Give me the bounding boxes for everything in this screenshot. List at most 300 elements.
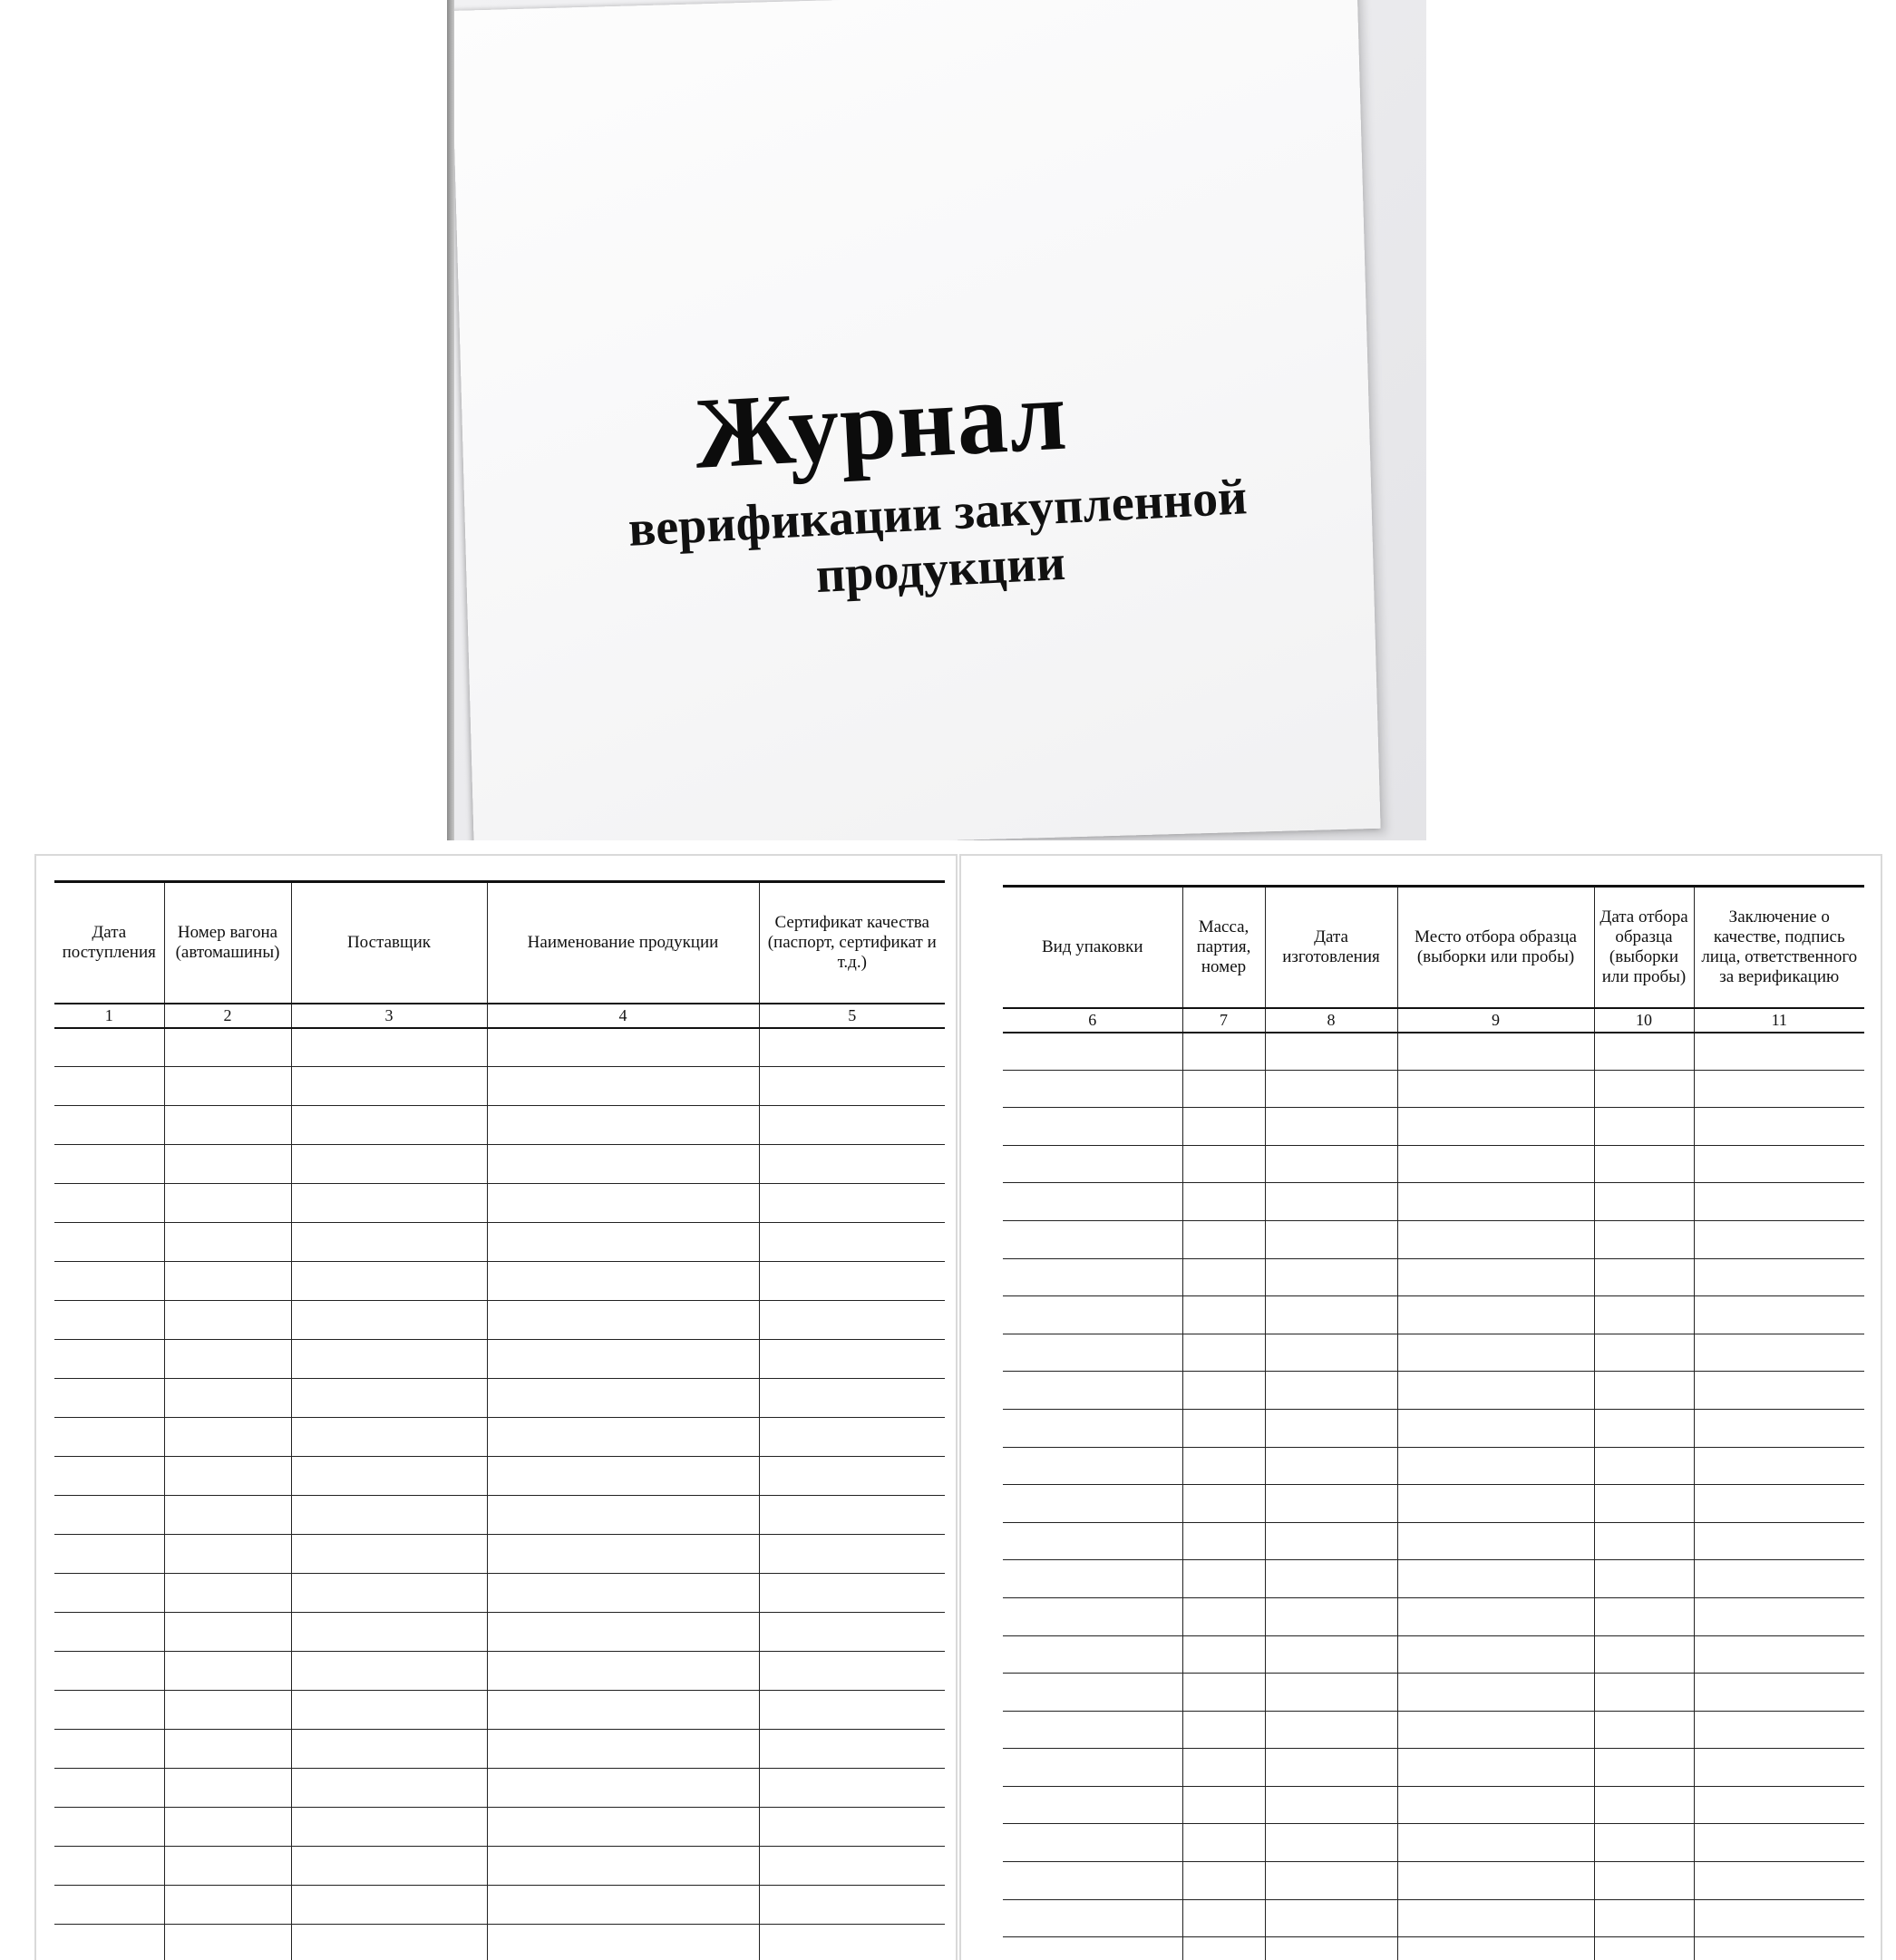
table-cell [291, 1652, 487, 1691]
cover-photo [447, 0, 1426, 840]
column-number: 9 [1397, 1008, 1594, 1033]
table-cell [1265, 1711, 1397, 1749]
table-cell [164, 1769, 291, 1808]
table-cell [487, 1106, 759, 1145]
table-cell [1003, 1183, 1182, 1221]
table-cell [291, 1067, 487, 1106]
table-cell [1182, 1372, 1265, 1410]
table-cell [1265, 1033, 1397, 1071]
table-cell [1694, 1296, 1864, 1334]
table-row [1003, 1220, 1864, 1258]
column-number: 6 [1003, 1008, 1182, 1033]
column-header-manufacture-date: Дата изготовления [1265, 887, 1397, 1008]
table-cell [1265, 1108, 1397, 1146]
table-cell [1397, 1824, 1594, 1862]
table-cell [759, 1223, 945, 1262]
table-cell [1003, 1220, 1182, 1258]
column-number: 1 [54, 1004, 164, 1028]
table-cell [759, 1145, 945, 1184]
table-cell [1265, 1372, 1397, 1410]
table-cell [1265, 1183, 1397, 1221]
table-row [54, 1769, 945, 1808]
table-cell [487, 1925, 759, 1960]
table-cell [1182, 1033, 1265, 1071]
table-cell [1265, 1258, 1397, 1296]
table-cell [1694, 1220, 1864, 1258]
table-cell [487, 1613, 759, 1652]
table-cell [164, 1613, 291, 1652]
table-cell [1694, 1862, 1864, 1900]
table-cell [1594, 1070, 1694, 1108]
table-row [1003, 1560, 1864, 1598]
column-number: 3 [291, 1004, 487, 1028]
table-cell [1594, 1786, 1694, 1824]
table-cell [1594, 1711, 1694, 1749]
table-cell [54, 1262, 164, 1301]
table-cell [759, 1301, 945, 1340]
table-cell [487, 1262, 759, 1301]
cover-subtitle: верификации закупленной продукции [627, 469, 1249, 605]
table-cell [1694, 1409, 1864, 1447]
table-cell [1265, 1937, 1397, 1960]
table-cell [291, 1574, 487, 1613]
table-cell [759, 1886, 945, 1925]
table-row [54, 1535, 945, 1574]
table-cell [164, 1106, 291, 1145]
table-cell [1003, 1522, 1182, 1560]
table-cell [1003, 1070, 1182, 1108]
table-cell [164, 1535, 291, 1574]
table-cell [291, 1925, 487, 1960]
table-cell [291, 1340, 487, 1379]
table-cell [1694, 1033, 1864, 1071]
table-cell [54, 1223, 164, 1262]
table-cell [1003, 1674, 1182, 1712]
table-cell [1182, 1220, 1265, 1258]
table-cell [1003, 1597, 1182, 1635]
table-cell [1003, 1296, 1182, 1334]
table-cell [1397, 1183, 1594, 1221]
table-cell [291, 1106, 487, 1145]
column-header-supplier: Поставщик [291, 882, 487, 1004]
table-cell [1594, 1220, 1694, 1258]
table-cell [164, 1574, 291, 1613]
table-cell [54, 1457, 164, 1496]
table-cell [54, 1652, 164, 1691]
table-cell [164, 1301, 291, 1340]
table-row [54, 1886, 945, 1925]
table-cell [54, 1769, 164, 1808]
table-cell [291, 1301, 487, 1340]
journal-page-right [959, 854, 1882, 1960]
table-cell [164, 1847, 291, 1886]
table-cell [1265, 1786, 1397, 1824]
table-cell [1182, 1597, 1265, 1635]
table-cell [1397, 1220, 1594, 1258]
table-cell [1594, 1862, 1694, 1900]
table-cell [1594, 1183, 1694, 1221]
table-cell [291, 1262, 487, 1301]
table-cell [1003, 1108, 1182, 1146]
table-cell [487, 1691, 759, 1730]
table-cell [164, 1457, 291, 1496]
column-header-vehicle-number: Номер вагона (автомашины) [164, 882, 291, 1004]
table-cell [54, 1379, 164, 1418]
table-cell [1265, 1522, 1397, 1560]
table-row [1003, 1108, 1864, 1146]
table-cell [1694, 1711, 1864, 1749]
table-cell [1003, 1334, 1182, 1372]
table-cell [164, 1379, 291, 1418]
column-header-quality-conclusion: Заключение о качестве, подпись лица, ответственного за верификацию [1694, 887, 1864, 1008]
table-cell [1003, 1258, 1182, 1296]
table-cell [1694, 1372, 1864, 1410]
table-row [1003, 1070, 1864, 1108]
table-cell [1694, 1786, 1864, 1824]
table-cell [1265, 1824, 1397, 1862]
table-cell [1182, 1070, 1265, 1108]
table-cell [1003, 1447, 1182, 1485]
table-cell [1397, 1258, 1594, 1296]
table-cell [291, 1886, 487, 1925]
table-cell [1182, 1862, 1265, 1900]
table-row [1003, 1145, 1864, 1183]
table-cell [1397, 1635, 1594, 1674]
table-cell [1003, 1033, 1182, 1071]
table-cell [487, 1301, 759, 1340]
column-header-sampling-date: Дата отбора образца (выборки или пробы) [1594, 887, 1694, 1008]
table-cell [164, 1262, 291, 1301]
table-cell [291, 1145, 487, 1184]
table-cell [1694, 1145, 1864, 1183]
column-number: 10 [1594, 1008, 1694, 1033]
table-cell [759, 1028, 945, 1067]
table-cell [1003, 1786, 1182, 1824]
table-cell [164, 1691, 291, 1730]
table-cell [54, 1574, 164, 1613]
table-cell [1397, 1409, 1594, 1447]
table-row [1003, 1033, 1864, 1071]
table-cell [487, 1730, 759, 1769]
table-cell [759, 1691, 945, 1730]
table-cell [164, 1028, 291, 1067]
table-cell [291, 1808, 487, 1847]
table-cell [1594, 1749, 1694, 1787]
table-row [1003, 1937, 1864, 1960]
table-row [54, 1340, 945, 1379]
table-cell [54, 1535, 164, 1574]
table-cell [759, 1067, 945, 1106]
table-cell [1182, 1145, 1265, 1183]
table-cell [1182, 1447, 1265, 1485]
table-cell [1594, 1674, 1694, 1712]
table-row [1003, 1786, 1864, 1824]
column-header-mass-batch: Масса, партия, номер [1182, 887, 1265, 1008]
table-row [54, 1457, 945, 1496]
table-cell [1003, 1145, 1182, 1183]
table-row [54, 1223, 945, 1262]
table-cell [1397, 1447, 1594, 1485]
table-cell [759, 1847, 945, 1886]
table-cell [1594, 1258, 1694, 1296]
table-cell [1397, 1070, 1594, 1108]
table-cell [54, 1886, 164, 1925]
column-number: 2 [164, 1004, 291, 1028]
journal-table-left [54, 880, 945, 1960]
table-row [1003, 1749, 1864, 1787]
column-header-packaging-type: Вид упаковки [1003, 887, 1182, 1008]
table-cell [1182, 1786, 1265, 1824]
table-cell [759, 1496, 945, 1535]
table-cell [164, 1418, 291, 1457]
table-cell [1182, 1899, 1265, 1937]
table-cell [487, 1769, 759, 1808]
table-cell [1003, 1560, 1182, 1598]
column-number: 7 [1182, 1008, 1265, 1033]
table-row [1003, 1296, 1864, 1334]
column-number: 4 [487, 1004, 759, 1028]
table-row [54, 1652, 945, 1691]
table-cell [1694, 1674, 1864, 1712]
table-cell [1003, 1409, 1182, 1447]
table-cell [487, 1496, 759, 1535]
table-cell [54, 1496, 164, 1535]
table-cell [1694, 1258, 1864, 1296]
table-cell [54, 1301, 164, 1340]
table-cell [1182, 1258, 1265, 1296]
table-cell [487, 1574, 759, 1613]
table-row [1003, 1824, 1864, 1862]
table-cell [1265, 1145, 1397, 1183]
journal-page-left [34, 854, 958, 1960]
table-cell [1694, 1560, 1864, 1598]
table-cell [164, 1067, 291, 1106]
table-cell [1182, 1674, 1265, 1712]
table-cell [1182, 1108, 1265, 1146]
table-cell [164, 1184, 291, 1223]
table-cell [759, 1730, 945, 1769]
table-cell [1265, 1070, 1397, 1108]
table-row [54, 1496, 945, 1535]
table-cell [759, 1613, 945, 1652]
table-cell [1694, 1635, 1864, 1674]
table-cell [1594, 1560, 1694, 1598]
table-cell [1397, 1296, 1594, 1334]
table-cell [759, 1535, 945, 1574]
table-cell [487, 1886, 759, 1925]
table-cell [1182, 1635, 1265, 1674]
table-cell [1182, 1522, 1265, 1560]
table-cell [487, 1028, 759, 1067]
table-cell [164, 1886, 291, 1925]
table-cell [759, 1925, 945, 1960]
table-cell [1397, 1372, 1594, 1410]
table-cell [759, 1574, 945, 1613]
table-cell [1265, 1296, 1397, 1334]
table-cell [1397, 1597, 1594, 1635]
table-cell [54, 1691, 164, 1730]
table-cell [1182, 1560, 1265, 1598]
table-row [1003, 1183, 1864, 1221]
table-cell [487, 1379, 759, 1418]
table-cell [1694, 1334, 1864, 1372]
table-cell [1265, 1862, 1397, 1900]
table-cell [1182, 1824, 1265, 1862]
table-cell [291, 1184, 487, 1223]
table-cell [1594, 1824, 1694, 1862]
table-cell [1265, 1597, 1397, 1635]
table-cell [1397, 1108, 1594, 1146]
table-cell [1594, 1447, 1694, 1485]
table-cell [1594, 1409, 1694, 1447]
table-cell [291, 1379, 487, 1418]
table-cell [1182, 1183, 1265, 1221]
table-cell [1694, 1824, 1864, 1862]
table-row [1003, 1258, 1864, 1296]
table-cell [1694, 1485, 1864, 1523]
table-cell [54, 1145, 164, 1184]
table-cell [1003, 1824, 1182, 1862]
table-row [54, 1847, 945, 1886]
cover-title: Журнал [692, 358, 1070, 490]
table-cell [1694, 1597, 1864, 1635]
table-cell [54, 1067, 164, 1106]
table-cell [54, 1847, 164, 1886]
table-cell [1397, 1711, 1594, 1749]
table-cell [1182, 1485, 1265, 1523]
table-cell [1265, 1447, 1397, 1485]
column-number: 5 [759, 1004, 945, 1028]
table-cell [1694, 1108, 1864, 1146]
column-header-product-name: Наименование продукции [487, 882, 759, 1004]
table-cell [1594, 1522, 1694, 1560]
table-cell [1182, 1711, 1265, 1749]
table-cell [1594, 1899, 1694, 1937]
table-cell [291, 1028, 487, 1067]
table-cell [291, 1847, 487, 1886]
table-cell [1003, 1749, 1182, 1787]
column-number: 8 [1265, 1008, 1397, 1033]
table-cell [487, 1340, 759, 1379]
table-cell [1003, 1635, 1182, 1674]
table-row [1003, 1635, 1864, 1674]
table-cell [1265, 1899, 1397, 1937]
table-cell [164, 1223, 291, 1262]
table-row [54, 1418, 945, 1457]
table-cell [291, 1769, 487, 1808]
table-cell [759, 1184, 945, 1223]
table-cell [164, 1145, 291, 1184]
table-cell [1003, 1711, 1182, 1749]
table-cell [759, 1106, 945, 1145]
table-row [54, 1106, 945, 1145]
table-cell [759, 1808, 945, 1847]
column-number: 11 [1694, 1008, 1864, 1033]
table-cell [487, 1652, 759, 1691]
cover-edge [447, 0, 454, 840]
table-row [54, 1145, 945, 1184]
table-row [54, 1028, 945, 1067]
table-cell [487, 1457, 759, 1496]
table-cell [54, 1106, 164, 1145]
table-cell [1397, 1937, 1594, 1960]
table-cell [1003, 1862, 1182, 1900]
table-cell [487, 1067, 759, 1106]
table-cell [1397, 1674, 1594, 1712]
journal-rows-left [54, 1028, 945, 1960]
table-cell [54, 1418, 164, 1457]
table-cell [54, 1184, 164, 1223]
table-cell [487, 1808, 759, 1847]
table-cell [1594, 1108, 1694, 1146]
table-cell [1003, 1372, 1182, 1410]
table-cell [164, 1808, 291, 1847]
table-cell [1594, 1597, 1694, 1635]
table-cell [1265, 1485, 1397, 1523]
table-cell [1694, 1749, 1864, 1787]
table-row [1003, 1862, 1864, 1900]
table-row [1003, 1409, 1864, 1447]
table-cell [759, 1769, 945, 1808]
table-row [54, 1301, 945, 1340]
table-cell [759, 1262, 945, 1301]
table-cell [1594, 1145, 1694, 1183]
table-cell [1265, 1674, 1397, 1712]
table-cell [164, 1925, 291, 1960]
table-cell [487, 1535, 759, 1574]
table-cell [759, 1457, 945, 1496]
table-cell [1694, 1070, 1864, 1108]
table-cell [164, 1496, 291, 1535]
table-cell [1397, 1033, 1594, 1071]
table-cell [487, 1223, 759, 1262]
table-cell [1397, 1560, 1594, 1598]
table-cell [1003, 1937, 1182, 1960]
table-cell [164, 1730, 291, 1769]
table-cell [291, 1457, 487, 1496]
table-cell [1594, 1033, 1694, 1071]
table-cell [1397, 1522, 1594, 1560]
table-cell [1265, 1635, 1397, 1674]
column-header-sampling-place: Место отбора образца (выборки или пробы) [1397, 887, 1594, 1008]
table-cell [164, 1652, 291, 1691]
table-cell [54, 1925, 164, 1960]
table-cell [1594, 1334, 1694, 1372]
table-row [54, 1067, 945, 1106]
table-row [54, 1262, 945, 1301]
table-row [54, 1925, 945, 1960]
table-cell [487, 1184, 759, 1223]
table-cell [1397, 1749, 1594, 1787]
table-cell [1694, 1183, 1864, 1221]
table-cell [1397, 1786, 1594, 1824]
table-cell [1594, 1937, 1694, 1960]
table-cell [1694, 1899, 1864, 1937]
table-cell [291, 1418, 487, 1457]
table-row [1003, 1711, 1864, 1749]
table-cell [1397, 1334, 1594, 1372]
table-row [1003, 1522, 1864, 1560]
table-cell [759, 1340, 945, 1379]
table-cell [1594, 1296, 1694, 1334]
table-cell [291, 1223, 487, 1262]
table-cell [759, 1379, 945, 1418]
table-cell [1694, 1937, 1864, 1960]
table-cell [1265, 1334, 1397, 1372]
table-cell [1594, 1635, 1694, 1674]
table-row [1003, 1485, 1864, 1523]
table-row [54, 1613, 945, 1652]
